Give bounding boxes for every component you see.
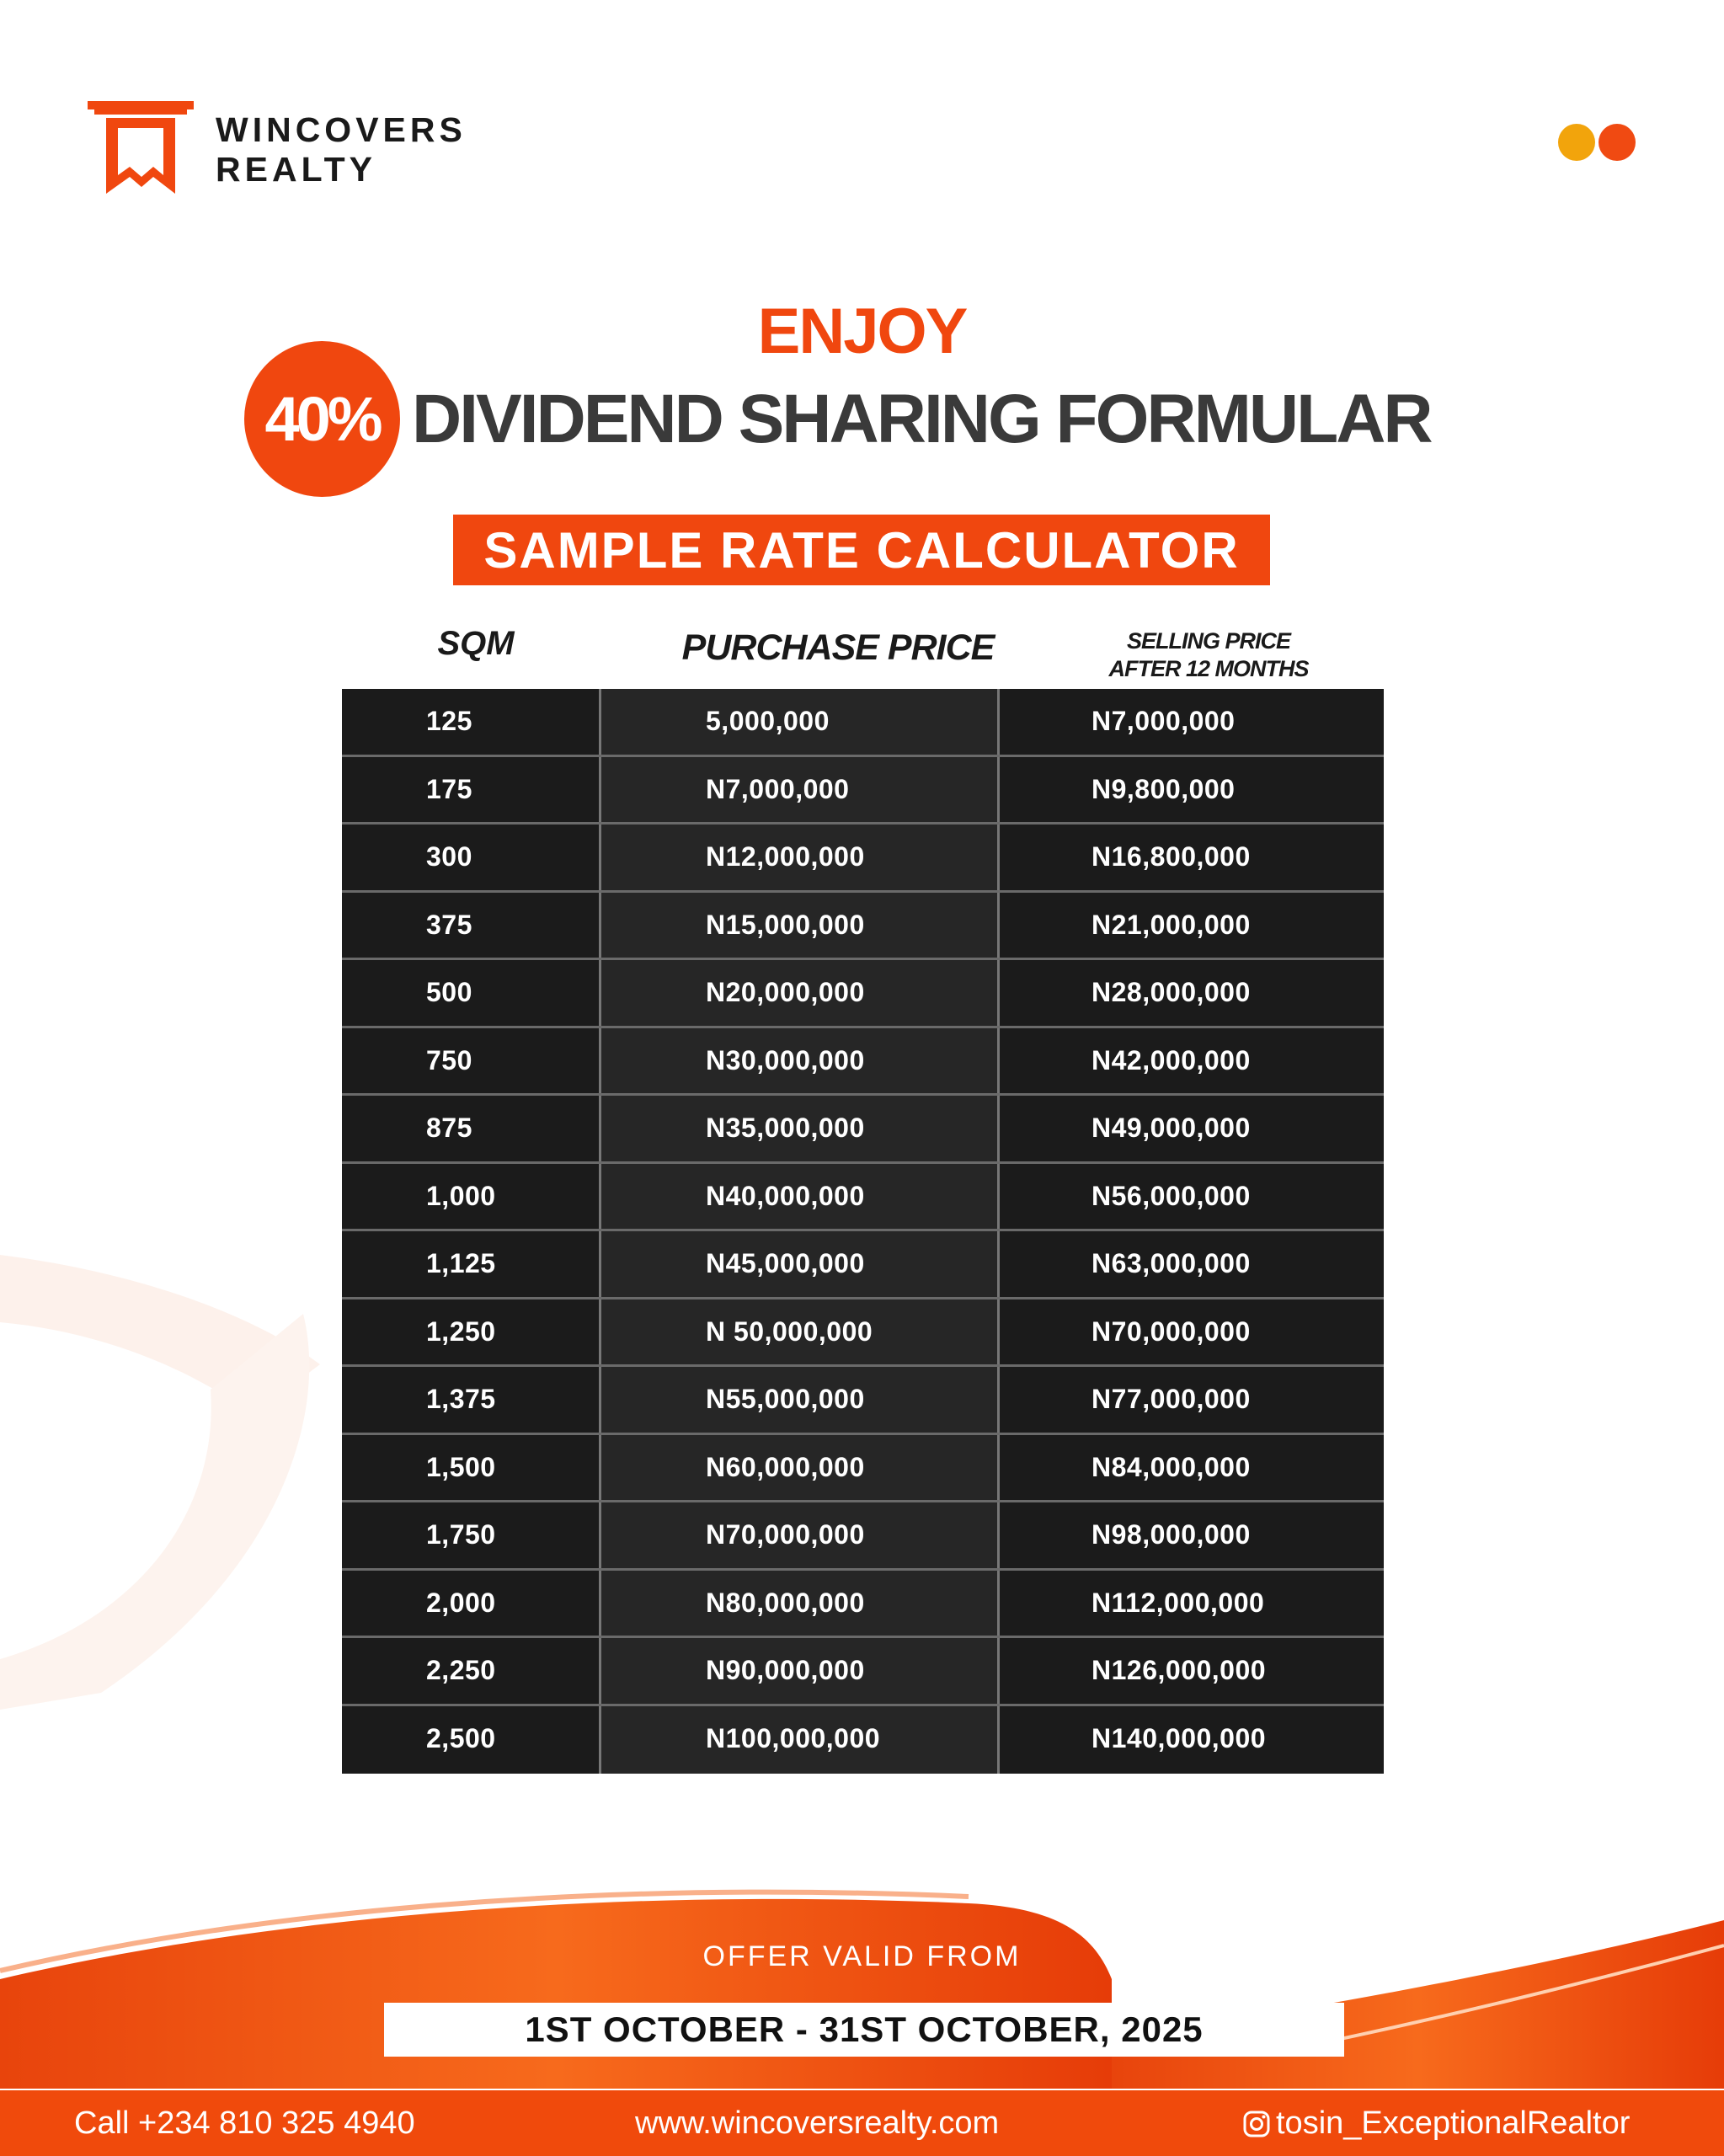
- brand-name-line2: REALTY: [216, 150, 376, 189]
- sqm-cell: 500: [426, 977, 472, 1008]
- bottom-wave: [0, 1886, 1724, 2089]
- brand-logo[interactable]: [88, 99, 467, 200]
- column-header-sqm: SQM: [437, 625, 515, 662]
- phone-link[interactable]: Call +234 810 325 4940: [74, 2105, 415, 2141]
- selling-price-cell: N126,000,000: [1092, 1655, 1267, 1686]
- selling-price-cell: N140,000,000: [1092, 1722, 1267, 1753]
- table-row: [342, 1706, 1384, 1772]
- purchase-price-cell: N35,000,000: [706, 1113, 865, 1144]
- table-row: [342, 1367, 1384, 1435]
- sqm-cell: 2,250: [426, 1655, 496, 1686]
- selling-price-cell: N42,000,000: [1092, 1044, 1251, 1075]
- selling-header-line1: SELLING PRICE: [1126, 628, 1291, 654]
- selling-price-cell: N77,000,000: [1092, 1384, 1251, 1415]
- logo-mark-icon: [88, 99, 197, 200]
- purchase-price-cell: N100,000,000: [706, 1722, 881, 1753]
- instagram-handle: tosin_ExceptionalRealtor: [1276, 2105, 1631, 2141]
- orange-dot: [1599, 124, 1636, 161]
- decor-dots: [1558, 124, 1636, 161]
- instagram-link[interactable]: [1242, 2105, 1630, 2142]
- purchase-price-cell: 5,000,000: [706, 706, 830, 737]
- sqm-cell: 300: [426, 841, 472, 873]
- yellow-dot: [1558, 124, 1595, 161]
- offer-label: OFFER VALID FROM: [702, 1940, 1022, 1972]
- sqm-cell: 375: [426, 909, 472, 940]
- selling-price-cell: N56,000,000: [1092, 1180, 1251, 1211]
- selling-price-cell: N98,000,000: [1092, 1519, 1251, 1550]
- selling-price-cell: N28,000,000: [1092, 977, 1251, 1008]
- calculator-banner: SAMPLE RATE CALCULATOR: [453, 515, 1270, 585]
- sqm-cell: 875: [426, 1113, 472, 1144]
- selling-price-cell: N9,800,000: [1092, 773, 1236, 804]
- percent-badge: 40%: [244, 341, 400, 497]
- footer: [0, 2090, 1724, 2156]
- table-row: [342, 689, 1384, 757]
- purchase-price-cell: N80,000,000: [706, 1587, 865, 1618]
- purchase-price-cell: N12,000,000: [706, 841, 865, 873]
- sqm-cell: 2,000: [426, 1587, 496, 1618]
- selling-price-cell: N7,000,000: [1092, 706, 1236, 737]
- sqm-cell: 1,125: [426, 1248, 496, 1279]
- brand-name-line1: WINCOVERS: [216, 110, 467, 149]
- table-row: [342, 1638, 1384, 1706]
- selling-price-cell: N70,000,000: [1092, 1315, 1251, 1347]
- page-title: DIVIDEND SHARING FORMULAR: [412, 380, 1431, 457]
- purchase-price-cell: N55,000,000: [706, 1384, 865, 1415]
- sqm-cell: 125: [426, 706, 472, 737]
- offer-dates: 1ST OCTOBER - 31ST OCTOBER, 2025: [384, 2003, 1344, 2057]
- purchase-price-cell: N60,000,000: [706, 1451, 865, 1482]
- sqm-cell: 750: [426, 1044, 472, 1075]
- selling-price-cell: N84,000,000: [1092, 1451, 1251, 1482]
- purchase-price-cell: N30,000,000: [706, 1044, 865, 1075]
- table-row: [342, 757, 1384, 825]
- column-header-selling: [1086, 627, 1331, 683]
- table-row: [342, 1028, 1384, 1097]
- enjoy-heading: ENJOY: [757, 296, 967, 367]
- purchase-price-cell: N 50,000,000: [706, 1315, 873, 1347]
- purchase-price-cell: N15,000,000: [706, 909, 865, 940]
- sqm-cell: 1,375: [426, 1384, 496, 1415]
- selling-price-cell: N63,000,000: [1092, 1248, 1251, 1279]
- selling-header-line2: AFTER 12 MONTHS: [1108, 656, 1309, 681]
- sqm-cell: 2,500: [426, 1722, 496, 1753]
- sqm-cell: 175: [426, 773, 472, 804]
- purchase-price-cell: N20,000,000: [706, 977, 865, 1008]
- table-row: [342, 1231, 1384, 1299]
- purchase-price-cell: N45,000,000: [706, 1248, 865, 1279]
- table-row: [342, 960, 1384, 1028]
- selling-price-cell: N49,000,000: [1092, 1113, 1251, 1144]
- rate-table: [342, 689, 1384, 1774]
- purchase-price-cell: N90,000,000: [706, 1655, 865, 1686]
- sqm-cell: 1,750: [426, 1519, 496, 1550]
- table-row: [342, 825, 1384, 893]
- table-row: [342, 1299, 1384, 1368]
- purchase-price-cell: N7,000,000: [706, 773, 850, 804]
- purchase-price-cell: N70,000,000: [706, 1519, 865, 1550]
- table-row: [342, 1502, 1384, 1571]
- sqm-cell: 1,250: [426, 1315, 496, 1347]
- table-row: [342, 1164, 1384, 1232]
- selling-price-cell: N21,000,000: [1092, 909, 1251, 940]
- table-row: [342, 893, 1384, 961]
- instagram-icon: [1242, 2110, 1271, 2138]
- column-header-purchase: PURCHASE PRICE: [681, 627, 995, 668]
- purchase-price-cell: N40,000,000: [706, 1180, 865, 1211]
- selling-price-cell: N16,800,000: [1092, 841, 1251, 873]
- table-row: [342, 1435, 1384, 1503]
- table-row: [342, 1571, 1384, 1639]
- table-row: [342, 1096, 1384, 1164]
- website-link[interactable]: www.wincoversrealty.com: [635, 2105, 1000, 2141]
- sqm-cell: 1,500: [426, 1451, 496, 1482]
- sqm-cell: 1,000: [426, 1180, 496, 1211]
- selling-price-cell: N112,000,000: [1092, 1587, 1265, 1618]
- headline-row: [244, 341, 1431, 497]
